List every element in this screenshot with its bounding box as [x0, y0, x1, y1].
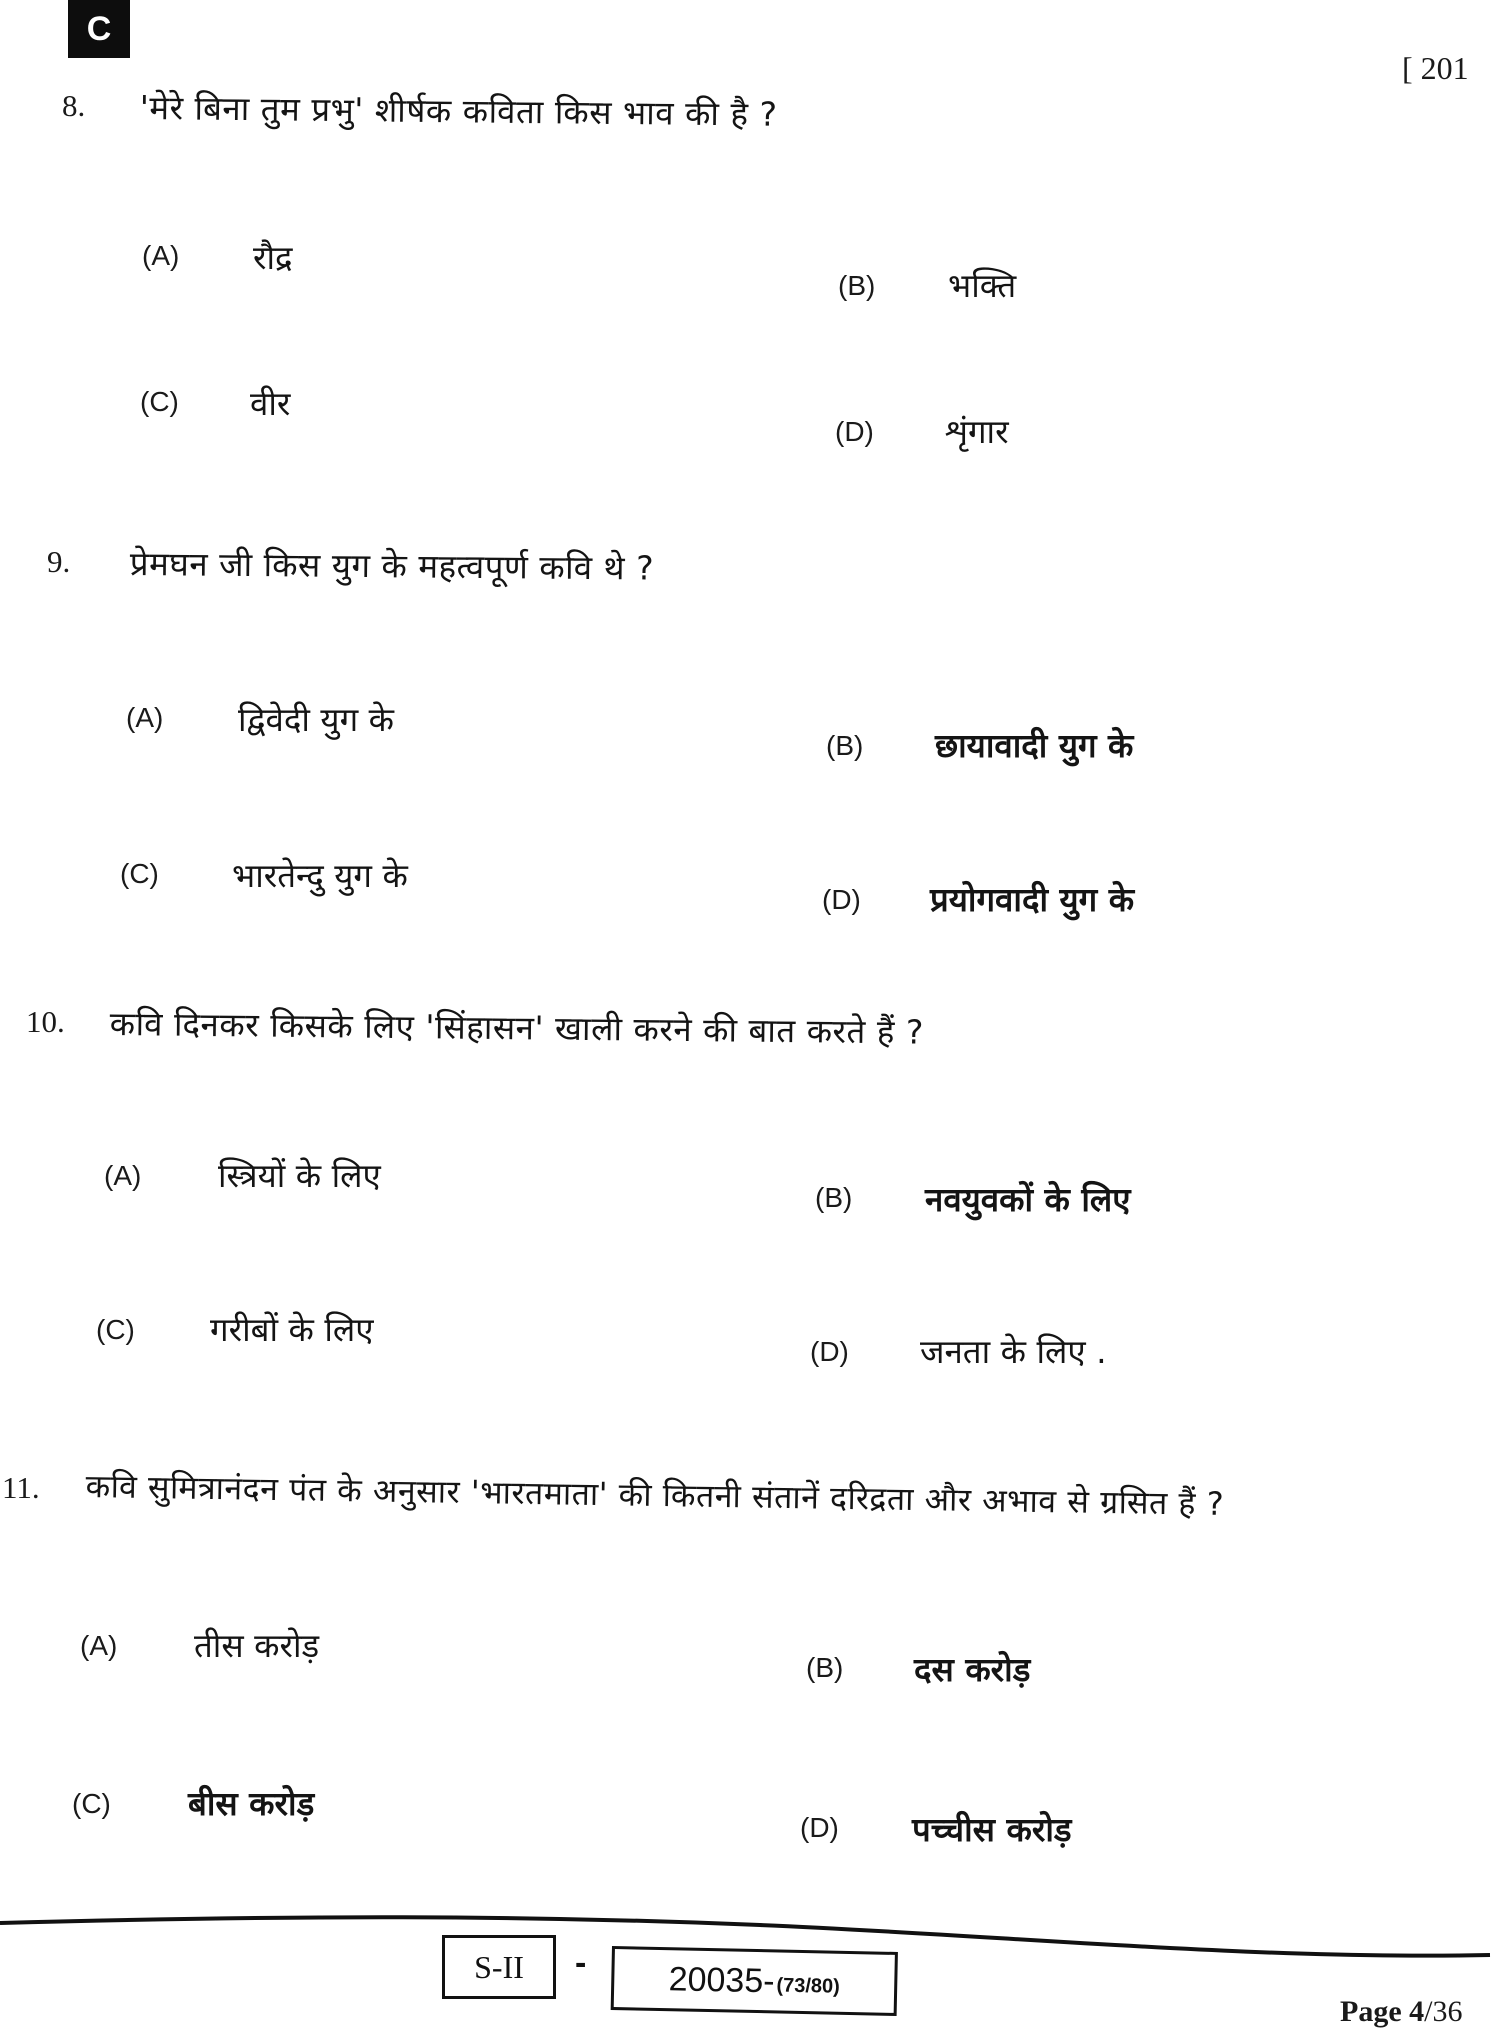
paper-code-box	[611, 1946, 898, 2016]
option-label-a[interactable]: (A)	[80, 1630, 118, 1661]
option-label-d[interactable]: (D)	[835, 416, 874, 447]
question-number: 8.	[62, 88, 86, 123]
option-label-c[interactable]: (C)	[96, 1314, 135, 1345]
option-label-d[interactable]: (D)	[800, 1812, 839, 1843]
page-total: /36	[1424, 1995, 1463, 2028]
option-label-d[interactable]: (D)	[822, 884, 861, 915]
page-code: [ 201	[1402, 50, 1469, 86]
option-text-c[interactable]: भारतेन्दु युग के	[232, 856, 408, 895]
option-text-b[interactable]: भक्ति	[948, 266, 1017, 305]
option-text-c[interactable]: गरीबों के लिए	[210, 1310, 374, 1349]
series-code: S-II	[474, 1948, 524, 1985]
option-text-b[interactable]: छायावादी युग के	[935, 726, 1134, 765]
paper-code-sub: (73/80)	[776, 1973, 841, 1998]
option-label-c[interactable]: (C)	[140, 386, 179, 417]
option-label-b[interactable]: (B)	[838, 270, 876, 301]
code-separator: -	[575, 1944, 587, 1982]
option-label-a[interactable]: (A)	[126, 702, 164, 733]
page-prefix: Page	[1340, 1995, 1402, 2028]
question-number: 10.	[26, 1004, 65, 1039]
option-label-b[interactable]: (B)	[826, 730, 864, 761]
option-label-d[interactable]: (D)	[810, 1336, 849, 1367]
question-number: 9.	[47, 544, 71, 579]
option-text-d[interactable]: पच्चीस करोड़	[912, 1810, 1072, 1849]
option-text-a[interactable]: रौद्र	[253, 238, 293, 277]
question-text: कवि दिनकर किसके लिए 'सिंहासन' खाली करने की बात करते हैं ?	[109, 1003, 925, 1052]
question-text: कवि सुमित्रानंदन पंत के अनुसार 'भारतमाता' की कितनी संतानें दरिद्रता और अभाव से ग्रसित हैं ?	[85, 1466, 1225, 1523]
series-code-box	[442, 1935, 556, 1999]
option-text-d[interactable]: शृंगार	[945, 412, 1009, 451]
page-current: 4	[1409, 1995, 1425, 2028]
option-text-c[interactable]: बीस करोड़	[188, 1784, 315, 1823]
option-text-b[interactable]: नवयुवकों के लिए	[925, 1180, 1131, 1219]
option-label-c[interactable]: (C)	[72, 1788, 111, 1819]
set-badge: C	[68, 0, 130, 58]
option-text-d[interactable]: जनता के लिए .	[920, 1332, 1107, 1371]
option-text-a[interactable]: द्विवेदी युग के	[238, 700, 394, 739]
option-text-a[interactable]: तीस करोड़	[194, 1626, 320, 1665]
option-text-d[interactable]: प्रयोगवादी युग के	[930, 880, 1135, 919]
question-number: 11.	[2, 1470, 40, 1505]
option-label-b[interactable]: (B)	[815, 1182, 853, 1213]
option-label-c[interactable]: (C)	[120, 858, 159, 889]
question-text: प्रेमघन जी किस युग के महत्वपूर्ण कवि थे ?	[129, 543, 655, 588]
question-text: 'मेरे बिना तुम प्रभु' शीर्षक कविता किस भाव की है ?	[139, 87, 778, 134]
option-text-a[interactable]: स्त्रियों के लिए	[218, 1156, 381, 1195]
paper-code: 20035-	[668, 1959, 775, 2000]
option-label-a[interactable]: (A)	[142, 240, 180, 271]
option-text-b[interactable]: दस करोड़	[914, 1650, 1031, 1689]
page-number	[1340, 1995, 1462, 2029]
option-text-c[interactable]: वीर	[250, 384, 291, 423]
option-label-b[interactable]: (B)	[806, 1652, 844, 1683]
option-label-a[interactable]: (A)	[104, 1160, 142, 1191]
